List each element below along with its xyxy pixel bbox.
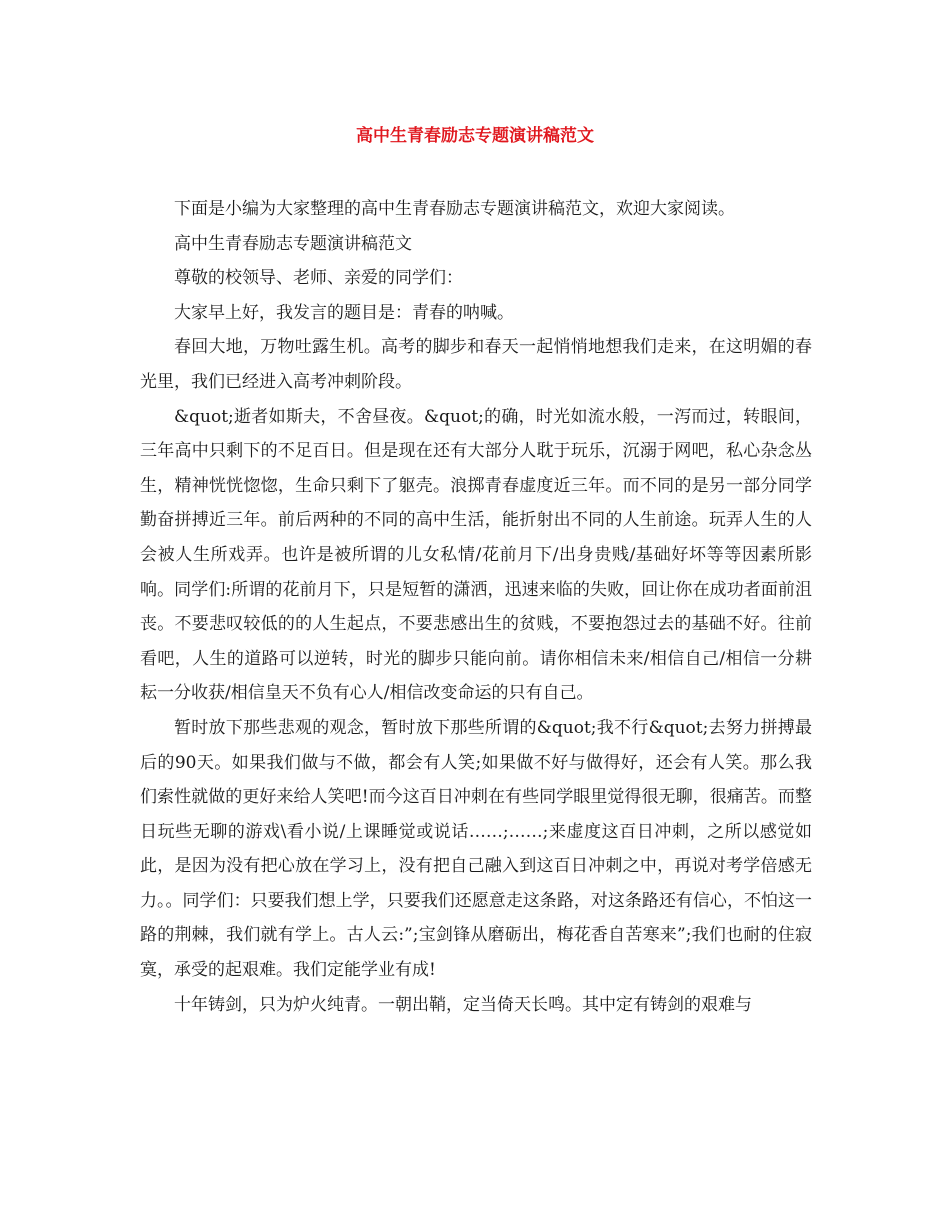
paragraph-intro: 下面是小编为大家整理的高中生青春励志专题演讲稿范文，欢迎大家阅读。 <box>174 199 735 219</box>
document-body <box>140 192 812 1022</box>
paragraph-heading: 高中生青春励志专题演讲稿范文 <box>174 233 412 254</box>
paragraph-greeting: 大家早上好，我发言的题目是：青春的呐喊。 <box>174 302 514 323</box>
paragraph-salutation: 尊敬的校领导、老师、亲爱的同学们： <box>174 268 463 289</box>
paragraph: &quot;逝者如斯夫，不舍昼夜。&quot;的确，时光如流水般，一泻而过，转眼间，三年高中只剩下的不足百日。但是现在还有大部分人耽于玩乐，沉溺于网吧，私心杂念丛生，精神恍恍惚惚，生命只剩下了躯壳。浪掷青春虚度近三年。而不同的是另一部分同学勤奋拼搏近三年。前后两种的不同的高中生活，能折射出不同的人生前途。玩弄人生的人会被人生所戏弄。也许是被所谓的儿女私情/花前月下/出身贵贱/基础好坏等等因素所影响。同学们:所谓的花前月下，只是短暂的潇洒，迅速来临的失败，回让你在成功者面前沮丧。不要悲叹较低的的人生起点，不要悲感出生的贫贱，不要抱怨过去的基础不好。往前看吧，人生的道路可以逆转，时光的脚步只能向前。请你相信未来/相信自己/相信一分耕耘一分收获/相信皇天不负有心人/相信改变命运的只有自己。 <box>140 406 812 704</box>
paragraph: 暂时放下那些悲观的观念，暂时放下那些所谓的&quot;我不行&quot;去努力拼搏最后的90天。如果我们做与不做，都会有人笑;如果做不好与做得好，还会有人笑。那么我们索性就做的更好来给人笑吧!而今这百日冲刺在有些同学眼里觉得很无聊，很痛苦。而整日玩些无聊的游戏\看小说/上课睡觉或说话……;……;来虚度这百日冲刺，之所以感觉如此，是因为没有把心放在学习上，没有把自己融入到这百日冲刺之中，再说对考学倍感无力。。同学们：只要我们想上学，只要我们还愿意走这条路，对这条路还有信心，不怕这一路的荆棘，我们就有学上。古人云:”;宝剑锋从磨砺出，梅花香自苦寒来”;我们也耐的住寂寞，承受的起艰难。我们定能学业有成! <box>140 717 812 981</box>
paragraph: 春回大地，万物吐露生机。高考的脚步和春天一起悄悄地想我们走来，在这明媚的春光里，我们已经进入高考冲刺阶段。 <box>140 337 812 392</box>
paragraph: 十年铸剑，只为炉火纯青。一朝出鞘，定当倚天长鸣。其中定有铸剑的艰难与 <box>174 994 752 1015</box>
document-title: 高中生青春励志专题演讲稿范文 <box>356 126 594 146</box>
